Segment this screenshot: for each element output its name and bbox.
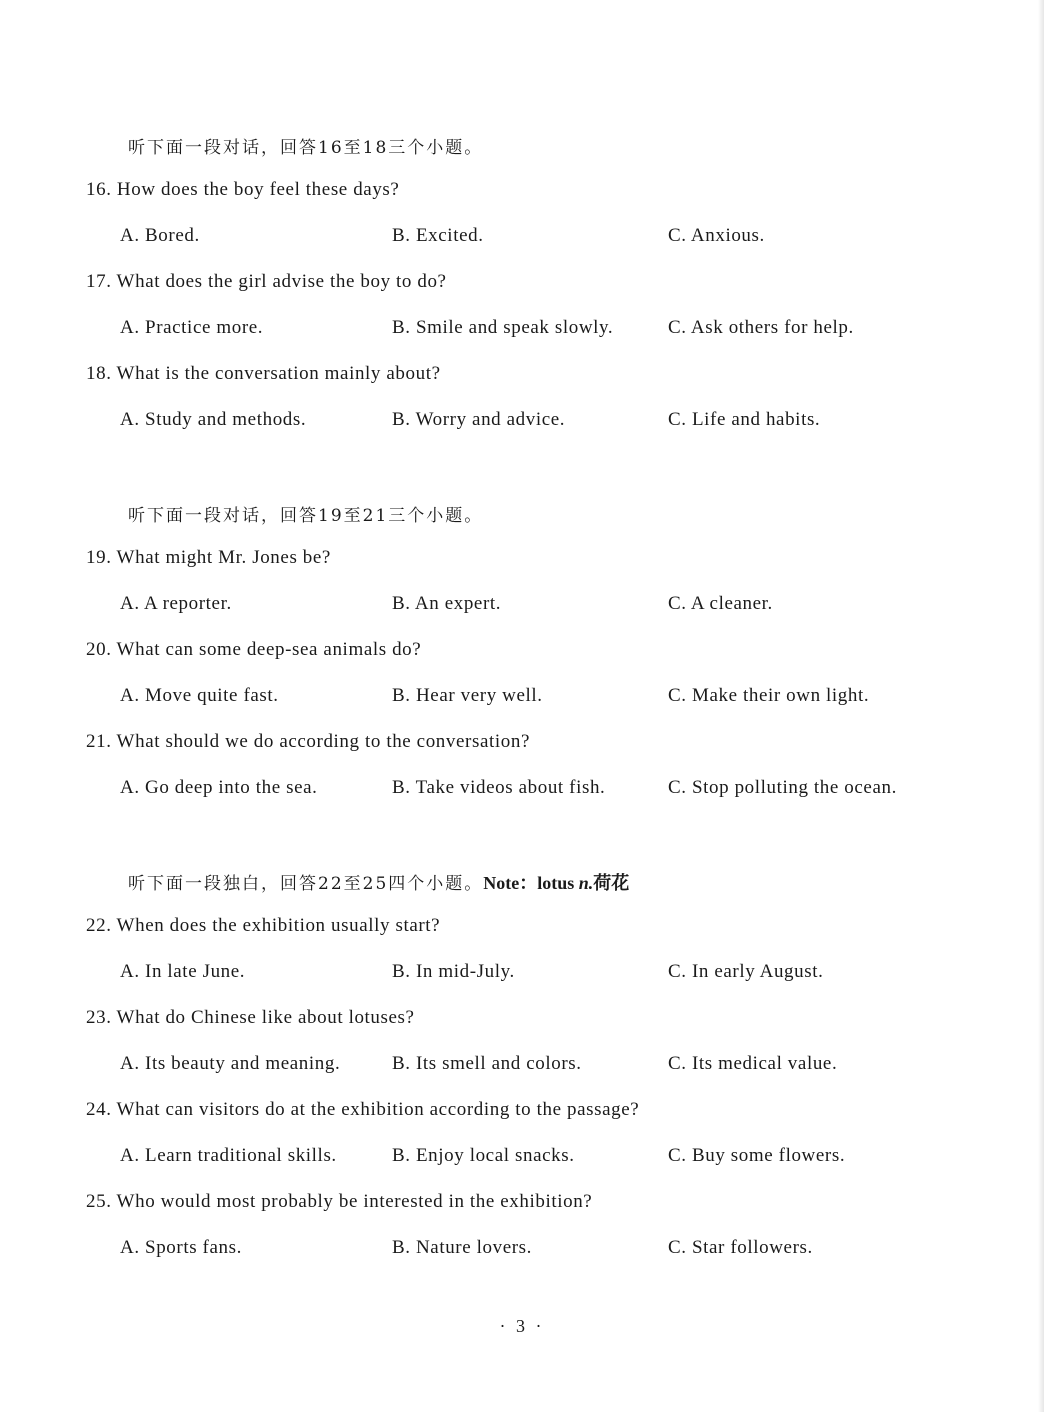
vocab-note (483, 873, 629, 893)
option-b: B. Its smell and colors. (392, 1053, 582, 1074)
option-c: C. Its medical value. (668, 1053, 838, 1074)
question-18: 18. What is the conversation mainly about? (86, 363, 441, 384)
option-c: C. Star followers. (668, 1237, 813, 1258)
option-c: C. Ask others for help. (668, 317, 854, 338)
section-instruction (128, 869, 629, 895)
instruction-text: 听下面一段独白，回答22至25四个小题。 (128, 874, 484, 894)
option-b: B. Nature lovers. (392, 1237, 532, 1258)
option-a: A. In late June. (120, 961, 246, 982)
option-b: B. In mid-July. (392, 961, 515, 982)
option-a: A. Sports fans. (120, 1237, 242, 1258)
option-b: B. An expert. (392, 593, 502, 614)
option-c: C. A cleaner. (668, 593, 773, 614)
option-b: B. Excited. (392, 225, 484, 246)
note-label: Note：lotus (483, 873, 579, 893)
option-a: A. A reporter. (120, 593, 232, 614)
option-b: B. Worry and advice. (392, 409, 566, 430)
option-c: C. In early August. (668, 961, 824, 982)
note-pos: n. (578, 873, 594, 893)
option-b: B. Take videos about fish. (392, 777, 606, 798)
option-b: B. Smile and speak slowly. (392, 317, 614, 338)
question-19: 19. What might Mr. Jones be? (86, 547, 331, 568)
option-a: A. Bored. (120, 225, 200, 246)
question-22: 22. When does the exhibition usually start? (86, 915, 441, 936)
option-c: C. Stop polluting the ocean. (668, 777, 897, 798)
option-b: B. Enjoy local snacks. (392, 1145, 575, 1166)
option-a: A. Go deep into the sea. (120, 777, 318, 798)
option-a: A. Its beauty and meaning. (120, 1053, 341, 1074)
page-edge-shadow (1038, 0, 1044, 1412)
question-20: 20. What can some deep-sea animals do? (86, 639, 422, 660)
question-23: 23. What do Chinese like about lotuses? (86, 1007, 415, 1028)
note-meaning: 荷花 (593, 873, 630, 893)
option-c: C. Anxious. (668, 225, 765, 246)
option-c: C. Make their own light. (668, 685, 870, 706)
question-21: 21. What should we do according to the conversation? (86, 731, 530, 752)
option-a: A. Study and methods. (120, 409, 307, 430)
option-c: C. Life and habits. (668, 409, 821, 430)
page-number: · 3 · (499, 1316, 545, 1336)
option-b: B. Hear very well. (392, 685, 543, 706)
option-a: A. Practice more. (120, 317, 264, 338)
question-16: 16. How does the boy feel these days? (86, 179, 400, 200)
option-a: A. Learn traditional skills. (120, 1145, 337, 1166)
section-instruction: 听下面一段对话，回答16至18三个小题。 (128, 138, 484, 158)
question-17: 17. What does the girl advise the boy to do? (86, 271, 447, 292)
question-24: 24. What can visitors do at the exhibition according to the passage? (86, 1099, 640, 1120)
question-25: 25. Who would most probably be interested in the exhibition? (86, 1191, 593, 1212)
option-a: A. Move quite fast. (120, 685, 279, 706)
section-instruction: 听下面一段对话，回答19至21三个小题。 (128, 506, 484, 526)
option-c: C. Buy some flowers. (668, 1145, 846, 1166)
